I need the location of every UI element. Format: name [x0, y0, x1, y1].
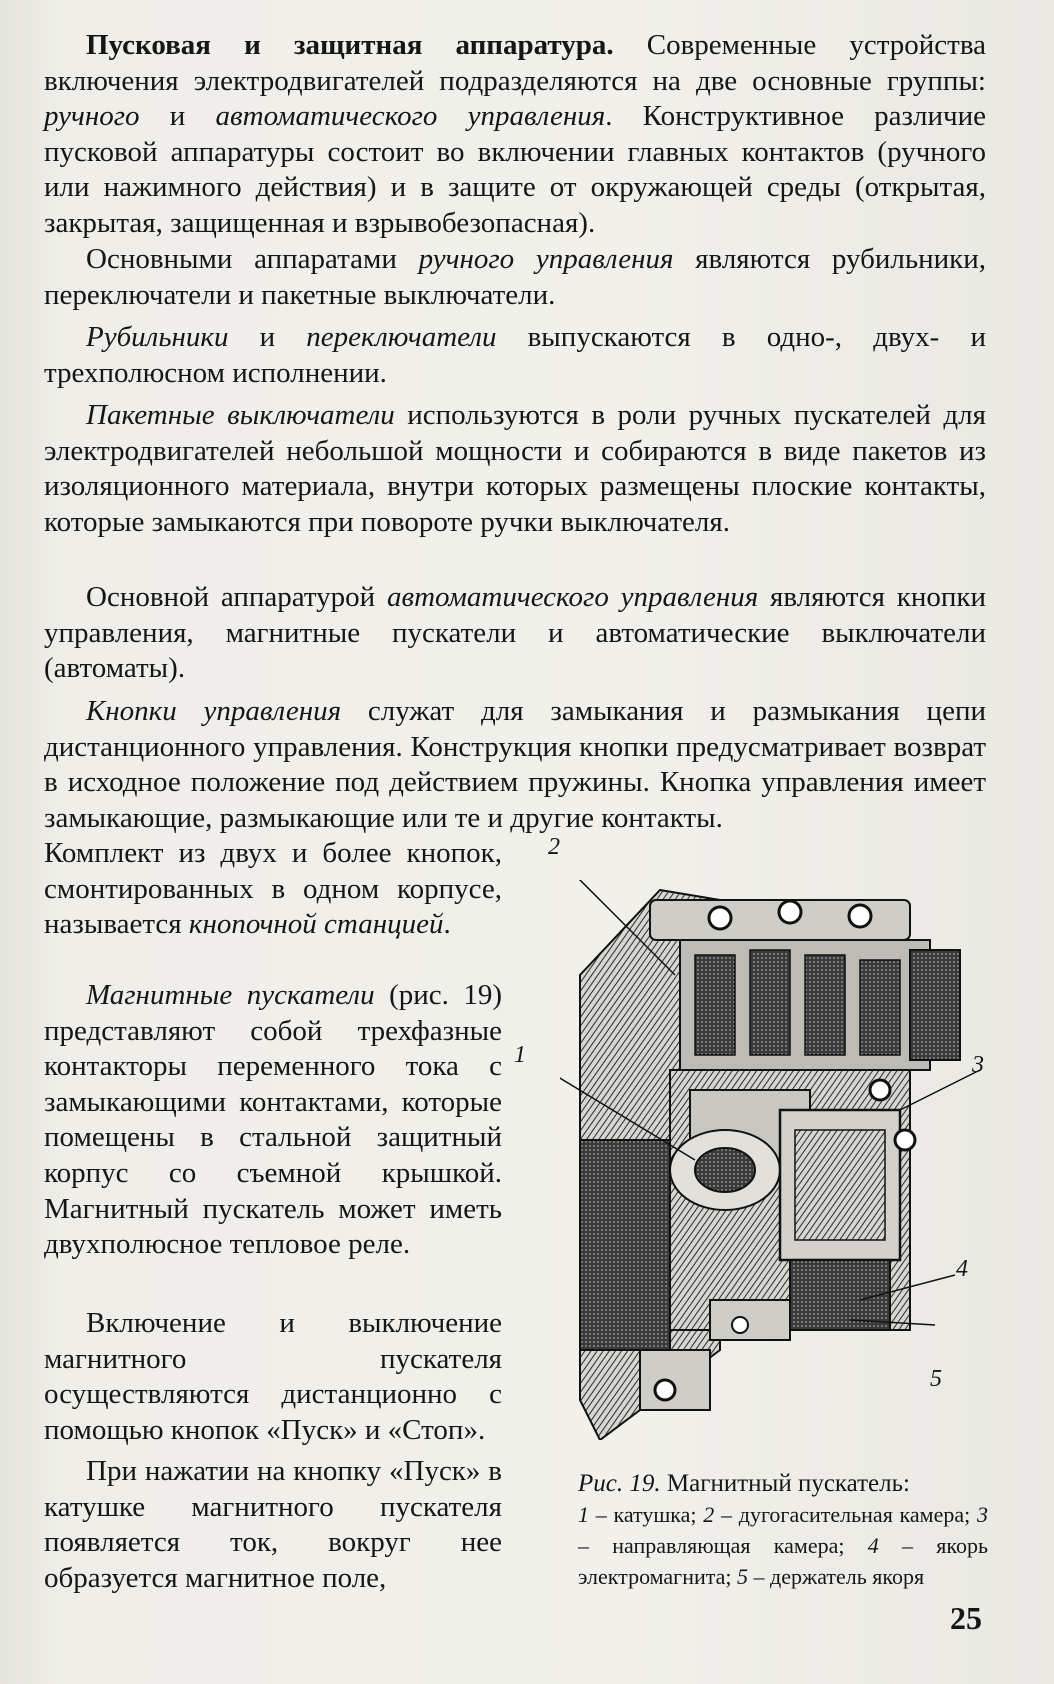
- caption-item-num: 4: [867, 1533, 879, 1558]
- paragraph-packet-switches: [44, 398, 986, 540]
- paragraph-text: Современные устройства включения электродвигателей подразделяются на две основные группы:: [44, 29, 986, 97]
- italic-term: автоматического управления: [386, 581, 759, 613]
- figure-callout-3: 3: [972, 1052, 984, 1078]
- caption-text: Магнитный пускатель:: [660, 1470, 910, 1497]
- italic-term: Рубильники: [86, 321, 229, 353]
- paragraph-text: являются кнопки управления, магнитные пускатели и автоматические выключатели (автоматы).: [44, 581, 987, 685]
- caption-item-text: – держатель якоря: [748, 1564, 925, 1589]
- italic-term: автоматического управления: [215, 100, 606, 133]
- paragraph-text: служат для замыкания и размыкания цепи дистанционного управления. Конструкция кнопки предусматривает возврат в исходное положение под действием пружины. Кнопка управления имеет замыкающие, размыкающие или те и другие контакты.: [44, 695, 986, 834]
- italic-term: Магнитные пускатели: [86, 979, 375, 1011]
- paragraph-text: и: [228, 321, 307, 353]
- paragraph-starting-equipment: [44, 28, 986, 242]
- paragraph-text: выпускаются в одно-, двух- и трехполюсном исполнении.: [44, 321, 986, 389]
- paragraph-text: являются рубильники, переключатели и пакетные выключатели.: [44, 243, 986, 311]
- paragraph-text: . Конструктивное различие пусковой аппаратуры состоит во включении главных контактов (ручного или нажимного действия) и в защите от окружающей среды (открытая, закрытая, защищенная и взрывобезопасная).: [44, 100, 986, 239]
- paragraph-text: .: [443, 908, 451, 941]
- paragraph-manual-control: [44, 242, 986, 313]
- paragraph-start-button: [44, 1454, 502, 1596]
- caption-title: Рис. 19.: [578, 1470, 661, 1497]
- italic-term: Кнопки управления: [86, 695, 342, 727]
- paragraph-switching-on: [44, 1306, 502, 1448]
- page-number: 25: [950, 1600, 982, 1636]
- paragraph-button-station: [44, 836, 502, 943]
- section-heading: Пусковая и защитная аппаратура.: [86, 29, 614, 61]
- paragraph-switches: [44, 320, 986, 391]
- italic-term: ручного: [44, 100, 140, 133]
- paragraph-automatic-control: [44, 580, 986, 687]
- caption-item-num: 5: [737, 1564, 749, 1589]
- figure-caption: [578, 1468, 988, 1592]
- figure-magnetic-starter: [560, 880, 1000, 1440]
- magnetic-starter-illustration: [560, 880, 1000, 1440]
- figure-callout-5: 5: [930, 1366, 942, 1392]
- paragraph-text: используются в роли ручных пускателей для электродвигателей небольшой мощности и собираются в виде пакетов из изоляционного материала, внутри которых размещены плоские контакты, которые замыкаются при повороте ручки выключателя.: [44, 399, 986, 538]
- italic-term: кнопочной станцией: [188, 908, 444, 941]
- caption-item-num: 3: [976, 1502, 988, 1527]
- caption-item-text: – дугогасительная камера;: [714, 1502, 977, 1527]
- paragraph-text: Основной аппаратурой: [86, 581, 387, 613]
- figure-callout-2: 2: [548, 834, 560, 860]
- paragraph-text: и: [139, 100, 216, 133]
- italic-term: ручного управления: [418, 243, 674, 275]
- paragraph-text: Основными аппаратами: [86, 243, 419, 275]
- caption-item-num: 1: [578, 1502, 589, 1527]
- paragraph-control-buttons: [44, 694, 986, 836]
- italic-term: Пакетные выключатели: [86, 399, 395, 431]
- paragraph-text: При нажатии на кнопку «Пуск» в катушке магнитного пускателя появляется ток, вокруг нее образуется магнитное поле,: [44, 1455, 502, 1594]
- caption-item-text: – якорь электромагнита;: [578, 1533, 988, 1589]
- paragraph-text: (рис. 19) представляют собой трехфазные контакторы переменного тока с замыкающими контактами, которые помещены в стальной защитный корпус со съемной крышкой. Магнитный пускатель может иметь двухполюсное тепловое реле.: [44, 979, 502, 1261]
- caption-item-text: – направляющая камера;: [578, 1533, 868, 1558]
- paragraph-magnetic-starters: [44, 978, 502, 1263]
- figure-callout-4: 4: [956, 1256, 968, 1282]
- caption-item-text: – катушка;: [589, 1502, 704, 1527]
- figure-callout-1: 1: [514, 1042, 526, 1068]
- paragraph-text: Включение и выключение магнитного пускателя осуществляются дистанционно с помощью кнопок «Пуск» и «Стоп».: [44, 1307, 502, 1446]
- paragraph-text: Комплект из двух и более кнопок, смонтированных в одном корпусе, называется: [44, 837, 502, 941]
- italic-term: переключатели: [306, 321, 497, 353]
- caption-item-num: 2: [703, 1502, 715, 1527]
